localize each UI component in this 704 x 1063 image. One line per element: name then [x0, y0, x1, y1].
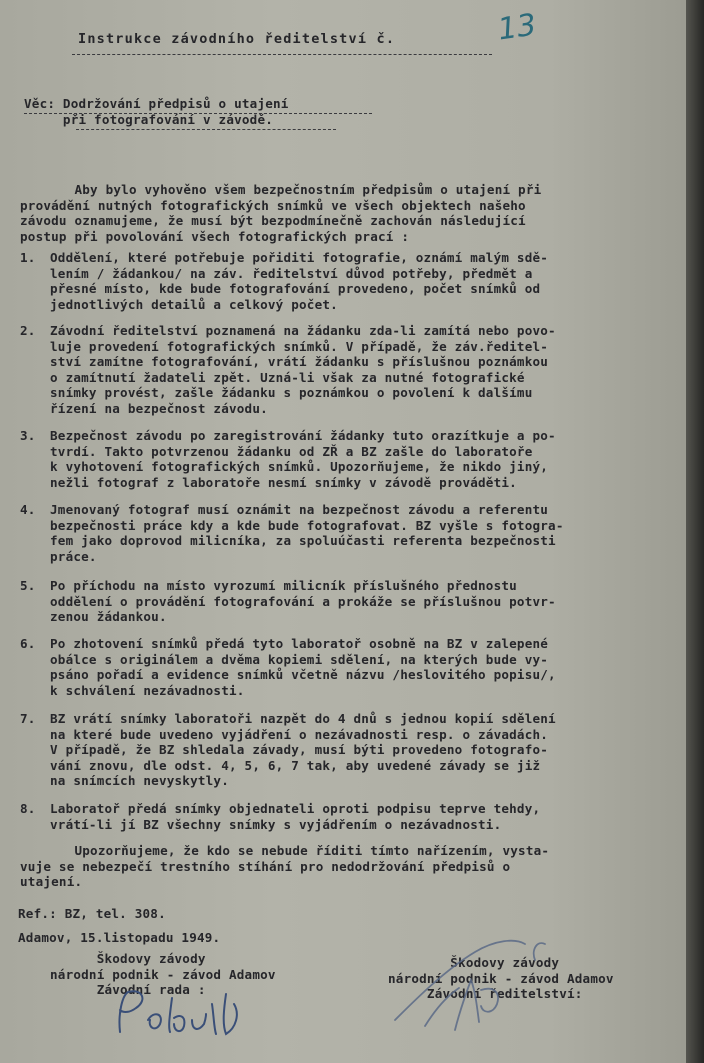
item-number: 6.: [20, 636, 36, 651]
text-line: Po zhotovení snímků předá tyto laboratoř osobně na BZ v zalepené: [50, 636, 549, 651]
text-line: Závodní ředitelství poznamená na žádanku zda-li zamítá nebo povo-: [50, 323, 556, 338]
text-line: Oddělení, které potřebuje pořiditi fotografie, oznámí malým sdě-: [50, 250, 549, 265]
text-line: bezpečnosti práce kdy a kde bude fotografovat. BZ vyšle s fotogra-: [50, 517, 564, 533]
subject-underline: [24, 113, 372, 114]
handwritten-signature-left: [108, 984, 288, 1044]
text-line: národní podnik - závod Adamov: [50, 966, 276, 982]
closing-paragraph: [20, 843, 549, 890]
page-edge-shadow: [686, 0, 704, 1063]
text-line: Škodovy závody: [388, 955, 560, 970]
text-line: k schválení nezávadnosti.: [50, 682, 245, 698]
text-line: Aby bylo vyhověno všem bezpečnostním předpisům o utajení při: [20, 182, 542, 197]
text-line: Bezpečnost závodu po zaregistrování žádanky tuto orazítkuje a po-: [50, 428, 556, 443]
subject-line: při fotografování v závodě.: [24, 111, 274, 127]
text-line: národní podnik - závod Adamov: [388, 970, 614, 986]
item-number: 8.: [20, 801, 36, 816]
subject-underline: [76, 129, 336, 130]
text-line: oddělení o provádění fotografování a prokáže se příslušnou potvr-: [50, 593, 556, 609]
text-line: řízení na bezpečnost závodu.: [50, 400, 268, 416]
text-line: ství zamítne fotografování, vrátí žádanku s příslušnou poznámkou: [50, 354, 549, 370]
text-line: Po příchodu na místo vyrozumí milicník příslušného přednostu: [50, 578, 517, 593]
subject-line: Věc: Dodržování předpisů o utajení: [24, 96, 289, 111]
text-line: luje provedení fotografických snímků. V případě, že záv.ředitel-: [50, 338, 549, 354]
item-number: 3.: [20, 428, 36, 443]
text-line: tvrdí. Takto potvrzenou žádanku od ZŘ a BZ zašle do laboratoře: [50, 443, 533, 459]
text-line: Závodní ředitelství:: [388, 986, 583, 1002]
text-line: fem jako doprovod milicníka, za spoluúčasti referenta bezpečnosti: [50, 533, 556, 549]
item-number: 2.: [20, 323, 36, 338]
document-title: Instrukce závodního ředitelství č.: [78, 31, 396, 47]
text-line: jednotlivých detailů a celkový počet.: [50, 296, 338, 312]
text-line: psáno pořadí a evidence snímků včetně názvu /heslovitého popisu/,: [50, 667, 556, 683]
intro-paragraph: [20, 182, 541, 244]
text-line: vání znovu, dle odst. 4, 5, 6, 7 tak, aby uvedené závady se již: [50, 757, 541, 773]
text-line: utajení.: [20, 874, 83, 890]
text-line: V případě, že BZ shledala závady, musí býti provedeno fotografo-: [50, 742, 549, 758]
text-line: práce.: [50, 548, 97, 564]
text-line: vuje se nebezpečí trestního stíhání pro nedodržování předpisů o: [20, 858, 511, 874]
text-line: zenou žádankou.: [50, 609, 167, 625]
text-line: přesné místo, kde bude fotografování provedeno, počet snímků od: [50, 281, 541, 297]
text-line: nežli fotograf z laboratoře nesmí snímky v závodě prováděti.: [50, 474, 517, 490]
text-line: závodu oznamujeme, že musí být bezpodmínečně zachován následující: [20, 213, 526, 229]
text-line: Laboratoř předá snímky objednateli oproti podpisu teprve tehdy,: [50, 801, 541, 816]
item-number: 7.: [20, 711, 36, 726]
text-line: provádění nutných fotografických snímků ve všech objektech našeho: [20, 197, 526, 213]
item-number: 5.: [20, 578, 36, 593]
text-line: Závodní rada :: [50, 982, 206, 998]
text-line: Škodovy závody: [50, 951, 206, 966]
text-line: na snímcích nevyskytly.: [50, 773, 229, 789]
place-date-line: Adamov, 15.listopadu 1949.: [18, 930, 221, 945]
text-line: snímky provést, zašle žádanku s poznámkou o povolení k dalšímu: [50, 385, 533, 401]
text-line: vrátí-li jí BZ všechny snímky s vyjádřením o nezávadnosti.: [50, 816, 502, 832]
item-number: 4.: [20, 502, 36, 517]
item-number: 1.: [20, 250, 36, 265]
text-line: Jmenovaný fotograf musí oznámit na bezpečnost závodu a referentu: [50, 502, 549, 517]
text-line: obálce s originálem a dvěma kopiemi sdělení, na kterých bude vy-: [50, 651, 549, 667]
handwritten-number: 13: [495, 7, 539, 48]
text-line: BZ vrátí snímky laboratoři nazpět do 4 dnů s jednou kopií sdělení: [50, 711, 556, 726]
handwritten-signature-right: [385, 930, 585, 1040]
subject-block: [24, 96, 289, 127]
text-line: na které bude uvedeno vyjádření o nezávadnosti resp. o závadách.: [50, 726, 549, 742]
reference-line: Ref.: BZ, tel. 308.: [18, 906, 166, 921]
text-line: Upozorňujeme, že kdo se nebude říditi tímto nařízením, vysta-: [20, 843, 550, 858]
text-line: o zamítnutí žadateli zpět. Uzná-li však za nutné fotografické: [50, 369, 525, 385]
text-line: k vyhotovení fotografických snímků. Upozorňujeme, že nikdo jiný,: [50, 459, 549, 475]
text-line: postup při povolování všech fotografických prací :: [20, 228, 410, 244]
text-line: lením / žádankou/ na záv. ředitelství důvod potřeby, předmět a: [50, 265, 533, 281]
title-underline: [72, 54, 492, 55]
